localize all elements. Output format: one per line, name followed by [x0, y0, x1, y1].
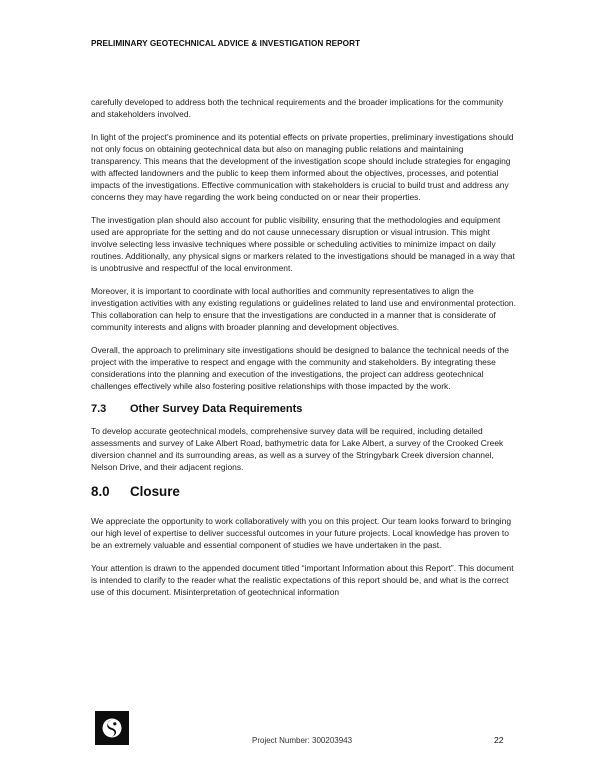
paragraph: The investigation plan should also account for public visibility, ensuring that the methodologies and equipment used are appropriate for the setting and do not cause unnecessary disruption or visual intrusion. This might involve selecting less invasive techniques where possible or scheduling activities to minimize impact on daily routines. Additionally, any physical signs or markers related to the investigations should be managed in a way that is unobtrusive and respectful of the local environment.	[91, 215, 515, 273]
section-heading-8-0	[91, 484, 516, 499]
paragraph: To develop accurate geotechnical models, comprehensive survey data will be required, including detailed assessments and survey of Lake Albert Road, bathymetric data for Lake Albert, a survey of the Crooked Creek diversion channel and its surrounding areas, as well as a survey of the Stringybark Creek diversion channel, Nelson Drive, and their adjacent regions.	[91, 426, 504, 472]
paragraph: Overall, the approach to preliminary site investigations should be designed to balance the technical needs of the project with the imperative to respect and engage with the community and stakeholders. By integrating these considerations into the planning and execution of the investigations, the project can address geotechnical challenges effectively while also fostering positive relationships with those impacted by the work.	[91, 345, 509, 391]
section-number: 7.3	[91, 403, 107, 415]
paragraph: In light of the project's prominence and its potential effects on private properties, preliminary investigations should not only focus on obtaining geotechnical data but also on managing public relations and maintaining transparency. This means that the development of the investigation scope should include strategies for engaging with affected landowners and the public to keep them informed about the objectives, processes, and potential impacts of the investigations. Effective communication with stakeholders is crucial to build trust and address any concerns they may have regarding the work being conducted on or near their properties.	[91, 132, 514, 202]
paragraph: Moreover, it is important to coordinate with local authorities and community representatives to align the investigation activities with any existing regulations or guidelines related to land use and environmental protection. This collaboration can help to ensure that the investigations are conducted in a manner that is considerate of community interests and aligns with broader planning and development objectives.	[91, 286, 516, 332]
paragraph: carefully developed to address both the technical requirements and the broader implications for the community and stakeholders involved.	[91, 97, 504, 119]
paragraph: Your attention is drawn to the appended document titled “important Information about this Report”. This document is intended to clarify to the reader what the realistic expectations of this report should be, and what is the correct use of this document. Misinterpretation of geotechnical information	[91, 563, 514, 597]
section-title: Closure	[130, 484, 180, 499]
page-number: 22	[494, 735, 504, 745]
company-logo-icon	[95, 711, 129, 745]
section-number: 8.0	[91, 484, 110, 499]
section-title: Other Survey Data Requirements	[130, 403, 303, 415]
page-body	[91, 96, 516, 609]
section-heading-7-3	[91, 403, 516, 415]
paragraph: We appreciate the opportunity to work collaboratively with you on this project. Our team looks forward to bringing our high level of expertise to deliver successful outcomes in your future projects. Local knowledge has proven to be an extremely valuable and essential component of studies we have undertaken in the past.	[91, 516, 512, 550]
project-number: Project Number: 300203943	[252, 736, 353, 745]
page-header-title: PRELIMINARY GEOTECHNICAL ADVICE & INVESTIGATION REPORT	[91, 39, 361, 48]
